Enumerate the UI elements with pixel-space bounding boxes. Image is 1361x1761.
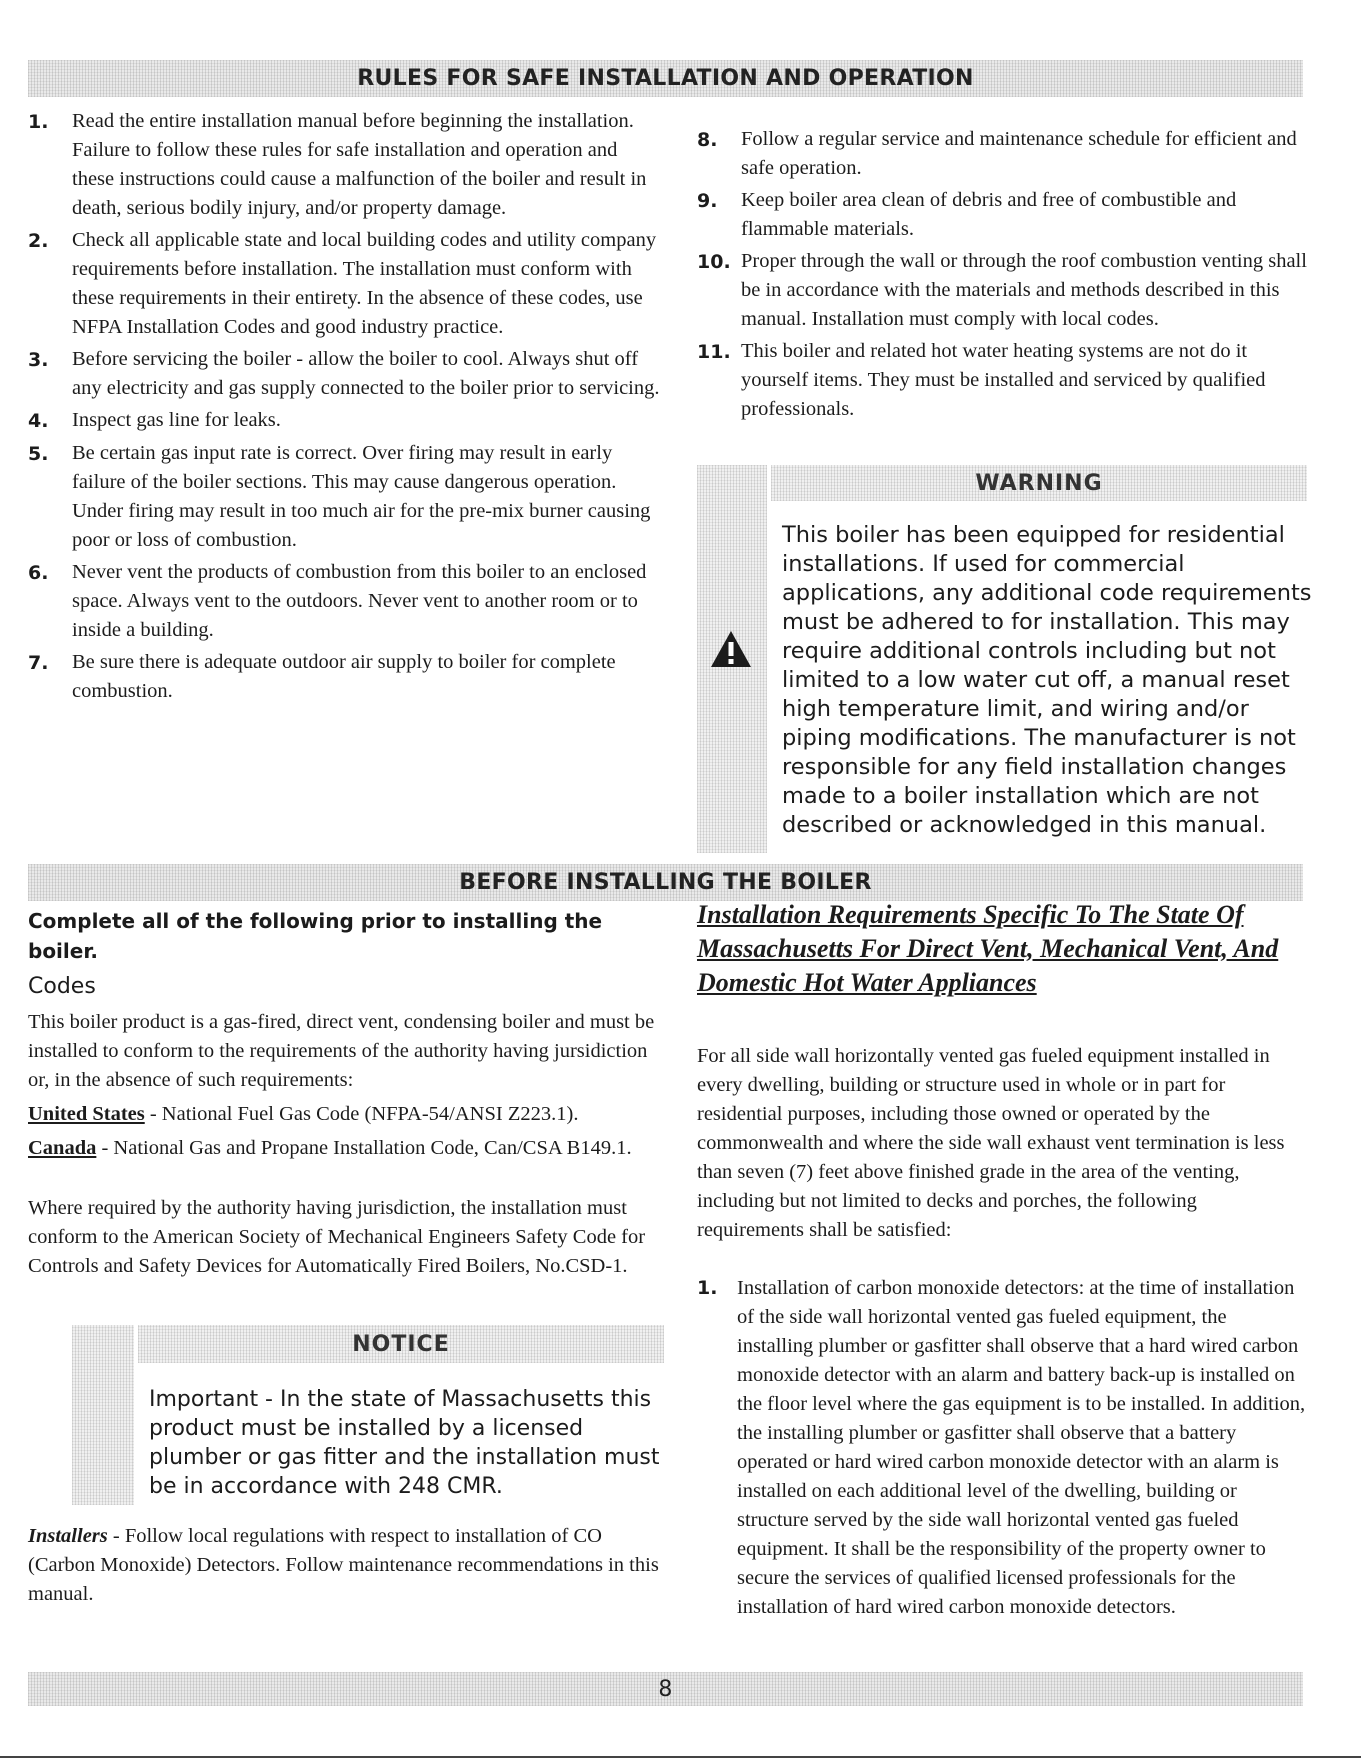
massachusetts-title: Installation Requirements Specific To The State Of Massachusetts For Direct Vent, Mechanical Vent, And Domestic Hot Water Appliances xyxy=(697,900,1279,997)
rules-list-right xyxy=(697,125,1307,427)
massachusetts-intro: For all side wall horizontally vented gas fueled equipment installed in every dwelling, building or structure used in whole or in part for residential purposes, including those owned or operated by the commonwealth and where the side wall exhaust vent termination is less than seven (7) feet above finished grade in the area of the venting, including but not limited to decks and porches, the following requirements shall be satisfied: xyxy=(697,1045,1285,1241)
notice-sidebar xyxy=(72,1325,134,1505)
rule-item-number: 8. xyxy=(697,129,718,151)
section-title-before-installing: BEFORE INSTALLING THE BOILER xyxy=(459,870,872,895)
notice-header xyxy=(138,1325,664,1363)
rule-item xyxy=(697,337,1307,424)
rule-item-number: 6. xyxy=(28,562,49,584)
rule-item xyxy=(697,247,1307,334)
rule-item-number: 11. xyxy=(697,341,731,363)
rule-item-number: 9. xyxy=(697,190,718,212)
page-bottom-rule xyxy=(0,1756,1361,1758)
notice-box xyxy=(72,1325,664,1505)
canada-code xyxy=(28,1134,664,1163)
warning-triangle-icon xyxy=(709,629,753,674)
rule-item-text: Inspect gas line for leaks. xyxy=(72,409,281,431)
section-banner-rules xyxy=(28,60,1303,97)
rule-item xyxy=(28,345,660,403)
installers-label: Installers xyxy=(28,1525,108,1547)
notice-title: NOTICE xyxy=(352,1331,450,1357)
asme-text: Where required by the authority having jurisdiction, the installation must conform to the American Society of Mechanical Engineers Safety Code for Controls and Safety Devices for Automatically Fired Boilers, No.CSD-1. xyxy=(28,1197,646,1277)
rule-item-number: 4. xyxy=(28,410,49,432)
rule-item-number: 5. xyxy=(28,443,49,465)
warning-title: WARNING xyxy=(975,470,1103,496)
massachusetts-item-1 xyxy=(697,1274,1307,1622)
rule-item xyxy=(28,406,660,436)
warning-header xyxy=(771,465,1307,501)
rule-item-text: Follow a regular service and maintenance schedule for efficient and safe operation. xyxy=(741,128,1297,179)
united-states-label: United States xyxy=(28,1103,145,1125)
canada-text: - National Gas and Propane Installation Code, Can/CSA B149.1. xyxy=(96,1137,632,1159)
rule-item-text: Never vent the products of combustion from this boiler to an enclosed space. Always vent to the outdoors. Never vent to another room or to inside a building. xyxy=(72,561,647,641)
rule-item xyxy=(697,186,1307,244)
rule-item-number: 2. xyxy=(28,230,49,252)
massachusetts-item-text: Installation of carbon monoxide detectors: at the time of installation of the side wall horizontal vented gas fueled equipment, the installing plumber or gasfitter shall observe that a hard wired carbon monoxide detector with an alarm and battery back-up is installed on the floor level where the gas equipment is to be installed. In addition, the installing plumber or gasfitter shall observe that a battery operated or hard wired carbon monoxide detector with an alarm is installed on each additional level of the dwelling, building or structure served by the side wall horizontal vented gas fueled equipment. It shall be the responsibility of the property owner to secure the services of qualified licensed professionals for the installation of hard wired carbon monoxide detectors. xyxy=(737,1277,1306,1618)
rules-list-left xyxy=(28,107,660,709)
rule-item xyxy=(28,558,660,645)
rule-item-number: 7. xyxy=(28,652,49,674)
rule-item-text: Be certain gas input rate is correct. Over firing may result in early failure of the boiler sections. This may cause dangerous operation. Under firing may result in too much air for the pre-mix burner causing poor or loss of combustion. xyxy=(72,442,651,551)
rule-item-text: Read the entire installation manual before beginning the installation. Failure to follow these rules for safe installation and operation and these instructions could cause a malfunction of the boiler and result in death, serious bodily injury, and/or property damage. xyxy=(72,110,647,219)
installers-block xyxy=(28,1522,664,1609)
rule-item-text: Before servicing the boiler - allow the boiler to cool. Always shut off any electricity and gas supply connected to the boiler prior to servicing. xyxy=(72,348,660,399)
rule-item xyxy=(28,439,660,555)
rule-item-text: Proper through the wall or through the roof combustion venting shall be in accordance with the materials and methods described in this manual. Installation must comply with local codes. xyxy=(741,250,1307,330)
notice-text: Important - In the state of Massachusetts this product must be installed by a licensed plumber or gas fitter and the installation must be in accordance with 248 CMR. xyxy=(149,1387,660,1499)
rule-item xyxy=(28,226,660,342)
codes-heading: Codes xyxy=(28,974,96,999)
codes-text: This boiler product is a gas-fired, direct vent, condensing boiler and must be installed to conform to the requirements of the authority having jursidiction or, in the absence of such requirements: xyxy=(28,1011,655,1091)
before-installing-column xyxy=(28,904,664,1281)
section-banner-before-installing xyxy=(28,864,1303,901)
massachusetts-item-number: 1. xyxy=(697,1277,718,1299)
section-title-rules: RULES FOR SAFE INSTALLATION AND OPERATION xyxy=(357,66,974,91)
united-states-text: - National Fuel Gas Code (NFPA-54/ANSI Z223.1). xyxy=(144,1103,579,1125)
rule-item-number: 10. xyxy=(697,251,731,273)
before-heading: Complete all of the following prior to installing the boiler. xyxy=(28,909,603,963)
canada-label: Canada xyxy=(28,1137,97,1159)
warning-text: This boiler has been equipped for residential installations. If used for commercial applications, any additional code requirements must be adhered to for installation. This may require additional controls including but not limited to a low water cut off, a manual reset high temperature limit, and wiring and/or piping modifications. The manufacturer is not responsible for any field installation changes made to a boiler installation which are not described or acknowledged in this manual. xyxy=(782,522,1312,838)
rule-item xyxy=(697,125,1307,183)
rule-item-number: 3. xyxy=(28,349,49,371)
rule-item xyxy=(28,648,660,706)
rule-item-text: This boiler and related hot water heating systems are not do it yourself items. They must be installed and serviced by qualified professionals. xyxy=(741,340,1266,420)
rule-item-text: Keep boiler area clean of debris and free of combustible and flammable materials. xyxy=(741,189,1237,240)
installers-text: - Follow local regulations with respect to installation of CO (Carbon Monoxide) Detectors. Follow maintenance recommendations in this manual. xyxy=(28,1525,659,1605)
rule-item-text: Check all applicable state and local building codes and utility company requirements before installation. The installation must conform with these requirements in their entirety. In the absence of these codes, use NFPA Installation Codes and good industry practice. xyxy=(72,229,657,338)
rule-item-number: 1. xyxy=(28,111,49,133)
united-states-code xyxy=(28,1100,664,1129)
page-footer-banner xyxy=(28,1672,1303,1706)
rule-item xyxy=(28,107,660,223)
warning-box xyxy=(697,465,1312,853)
massachusetts-column xyxy=(697,898,1307,1622)
rule-item-text: Be sure there is adequate outdoor air supply to boiler for complete combustion. xyxy=(72,651,616,702)
page-number: 8 xyxy=(658,1676,673,1702)
